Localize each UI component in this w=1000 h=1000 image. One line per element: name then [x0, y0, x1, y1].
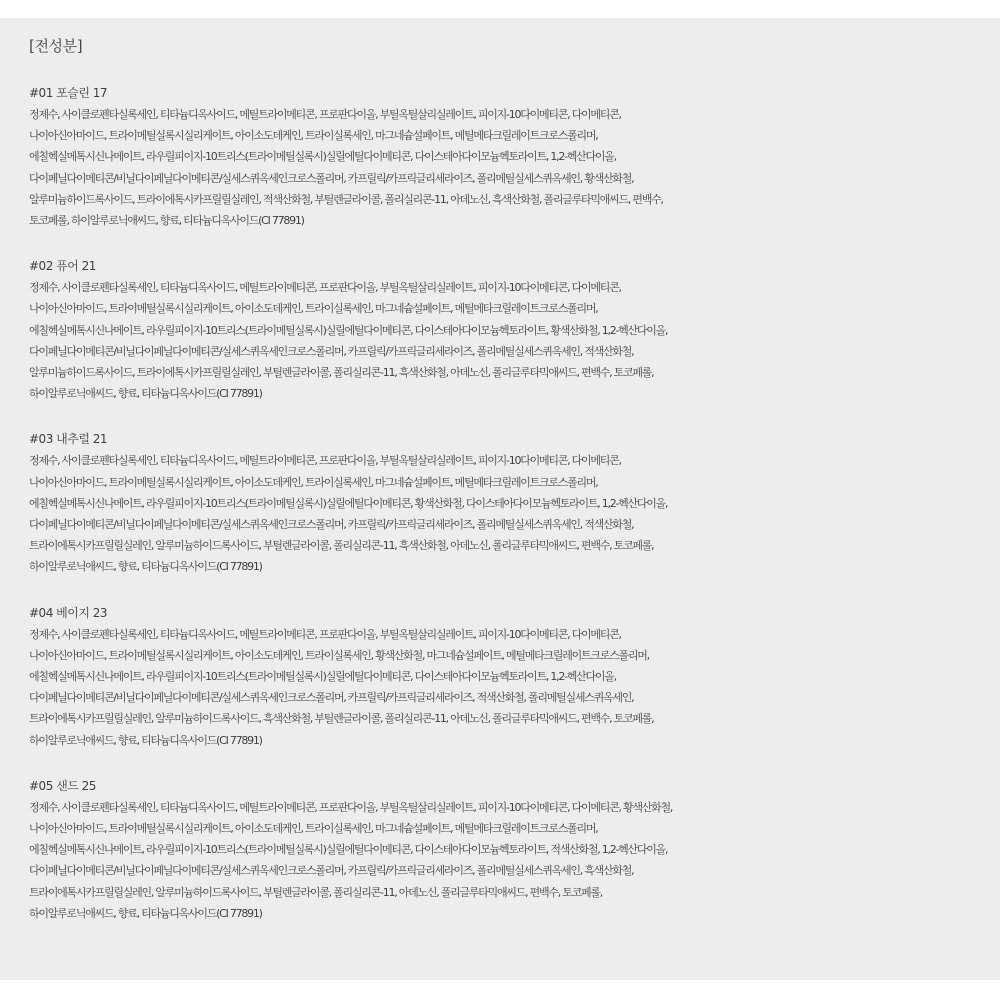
product-block-01	[29, 83, 1000, 231]
ingredient-line: 하이알루로닉애씨드, 향료, 티타늄디옥사이드(CI 77891)	[29, 906, 262, 920]
ingredient-line: 다이페닐다이메티콘/비닐다이페닐다이메티콘/실세스퀴옥세인크로스폴리머, 카프릴릭/카프릭글리세라이즈, 폴리메틸실세스퀴옥세인, 황색산화철,	[29, 171, 634, 185]
ingredient-line: 다이페닐다이메티콘/비닐다이페닐다이메티콘/실세스퀴옥세인크로스폴리머, 카프릴릭/카프릭글리세라이즈, 폴리메틸실세스퀴옥세인, 흑색산화철,	[29, 864, 634, 878]
product-block-02	[29, 256, 1000, 404]
product-name: #04 베이지 23	[29, 605, 107, 620]
ingredient-line: 나이아신아마이드, 트라이메틸실록시실리케이트, 아이소도데케인, 트라이실록세인, 마그네슘설페이트, 메틸메타크릴레이트크로스폴리머,	[29, 129, 598, 143]
ingredient-line: 나이아신아마이드, 트라이메틸실록시실리케이트, 아이소도데케인, 트라이실록세인, 마그네슘설페이트, 메틸메타크릴레이트크로스폴리머,	[29, 822, 598, 836]
ingredient-line: 정제수, 사이클로펜타실록세인, 티타늄디옥사이드, 메틸트라이메티콘, 프로판다이올, 부틸옥틸살리실레이트, 피이지-10다이메티콘, 다이메티콘,	[29, 281, 621, 295]
ingredient-line: 알루미늄하이드록사이드, 트라이에톡시카프릴릴실레인, 적색산화철, 부틸렌글라이콜, 폴리실리콘-11, 아데노신, 흑색산화철, 폴리글루타믹애씨드, 편백수,	[29, 192, 663, 206]
ingredient-line: 하이알루로닉애씨드, 향료, 티타늄디옥사이드(CI 77891)	[29, 387, 262, 401]
ingredient-line: 다이페닐다이메티콘/비닐다이페닐다이메티콘/실세스퀴옥세인크로스폴리머, 카프릴릭/카프릭글리세라이즈, 폴리메틸실세스퀴옥세인, 적색산화철,	[29, 518, 634, 532]
ingredients-panel	[0, 18, 1000, 980]
ingredient-line: 에칠헥실메톡시신나메이트, 라우릴피이지-10트리스(트라이메틸실록시)실릴에틸다이메티콘, 다이스테아다이모늄헥토라이트, 적색산화철, 1,2-헥산다이올,	[29, 843, 668, 857]
ingredient-line: 다이페닐다이메티콘/비닐다이페닐다이메티콘/실세스퀴옥세인크로스폴리머, 카프릴릭/카프릭글리세라이즈, 폴리메틸실세스퀴옥세인, 적색산화철,	[29, 344, 634, 358]
ingredient-line: 정제수, 사이클로펜타실록세인, 티타늄디옥사이드, 메틸트라이메티콘, 프로판다이올, 부틸옥틸살리실레이트, 피이지-10다이메티콘, 다이메티콘,	[29, 454, 621, 468]
ingredient-line: 하이알루로닉애씨드, 향료, 티타늄디옥사이드(CI 77891)	[29, 560, 262, 574]
ingredient-line: 나이아신아마이드, 트라이메틸실록시실리케이트, 아이소도데케인, 트라이실록세인, 마그네슘설페이트, 메틸메타크릴레이트크로스폴리머,	[29, 302, 598, 316]
product-block-03	[29, 429, 1000, 577]
ingredient-line: 에칠헥실메톡시신나메이트, 라우릴피이지-10트리스(트라이메틸실록시)실릴에틸다이메티콘, 다이스테아다이모늄헥토라이트, 1,2-헥산다이올,	[29, 150, 616, 164]
product-name: #03 내추럴 21	[29, 432, 107, 447]
product-name: #05 샌드 25	[29, 778, 96, 793]
product-block-05	[29, 776, 1000, 924]
ingredient-line: 정제수, 사이클로펜타실록세인, 티타늄디옥사이드, 메틸트라이메티콘, 프로판다이올, 부틸옥틸살리실레이트, 피이지-10다이메티콘, 다이메티콘,	[29, 627, 621, 641]
product-name: #02 퓨어 21	[29, 259, 96, 274]
ingredient-line: 토코페롤, 하이알루로닉애씨드, 향료, 티타늄디옥사이드(CI 77891)	[29, 214, 304, 228]
page-title: [전성분]	[29, 37, 83, 55]
product-block-04	[29, 603, 1000, 751]
ingredient-line: 하이알루로닉애씨드, 향료, 티타늄디옥사이드(CI 77891)	[29, 733, 262, 747]
ingredient-line: 정제수, 사이클로펜타실록세인, 티타늄디옥사이드, 메틸트라이메티콘, 프로판다이올, 부틸옥틸살리실레이트, 피이지-10다이메티콘, 다이메티콘, 황색산화철,	[29, 800, 673, 814]
ingredient-line: 트라이에톡시카프릴릴실레인, 알루미늄하이드록사이드, 부틸렌글라이콜, 폴리실리콘-11, 아데노신, 폴리글루타믹애씨드, 편백수, 토코페롤,	[29, 885, 602, 899]
ingredient-line: 나이아신아마이드, 트라이메틸실록시실리케이트, 아이소도데케인, 트라이실록세인, 마그네슘설페이트, 메틸메타크릴레이트크로스폴리머,	[29, 475, 598, 489]
ingredient-line: 에칠헥실메톡시신나메이트, 라우릴피이지-10트리스(트라이메틸실록시)실릴에틸다이메티콘, 다이스테아다이모늄헥토라이트, 1,2-헥산다이올,	[29, 670, 616, 684]
ingredient-line: 다이페닐다이메티콘/비닐다이페닐다이메티콘/실세스퀴옥세인크로스폴리머, 카프릴릭/카프릭글리세라이즈, 적색산화철, 폴리메틸실세스퀴옥세인,	[29, 691, 634, 705]
ingredient-line: 알루미늄하이드록사이드, 트라이에톡시카프릴릴실레인, 부틸렌글라이콜, 폴리실리콘-11, 흑색산화철, 아데노신, 폴리글루타믹애씨드, 편백수, 토코페롤,	[29, 366, 654, 380]
ingredient-line: 트라이에톡시카프릴릴실레인, 알루미늄하이드록사이드, 흑색산화철, 부틸렌글라이콜, 폴리실리콘-11, 아데노신, 폴리글루타믹애씨드, 편백수, 토코페롤,	[29, 712, 654, 726]
ingredient-line: 나이아신아마이드, 트라이메틸실록시실리케이트, 아이소도데케인, 트라이실록세인, 황색산화철, 마그네슘설페이트, 메틸메타크릴레이트크로스폴리머,	[29, 648, 649, 662]
product-name: #01 포슬린 17	[29, 86, 107, 100]
ingredient-line: 에칠헥실메톡시신나메이트, 라우릴피이지-10트리스(트라이메틸실록시)실릴에틸다이메티콘, 다이스테아다이모늄헥토라이트, 황색산화철, 1,2-헥산다이올,	[29, 323, 668, 337]
ingredient-line: 정제수, 사이클로펜타실록세인, 티타늄디옥사이드, 메틸트라이메티콘, 프로판다이올, 부틸옥틸살리실레이트, 피이지-10다이메티콘, 다이메티콘,	[29, 108, 621, 121]
ingredient-line: 에칠헥실메톡시신나메이트, 라우릴피이지-10트리스(트라이메틸실록시)실릴에틸다이메티콘, 황색산화철, 다이스테아다이모늄헥토라이트, 1,2-헥산다이올,	[29, 496, 668, 510]
ingredient-line: 트라이에톡시카프릴릴실레인, 알루미늄하이드록사이드, 부틸렌글라이콜, 폴리실리콘-11, 흑색산화철, 아데노신, 폴리글루타믹애씨드, 편백수, 토코페롤,	[29, 539, 654, 553]
